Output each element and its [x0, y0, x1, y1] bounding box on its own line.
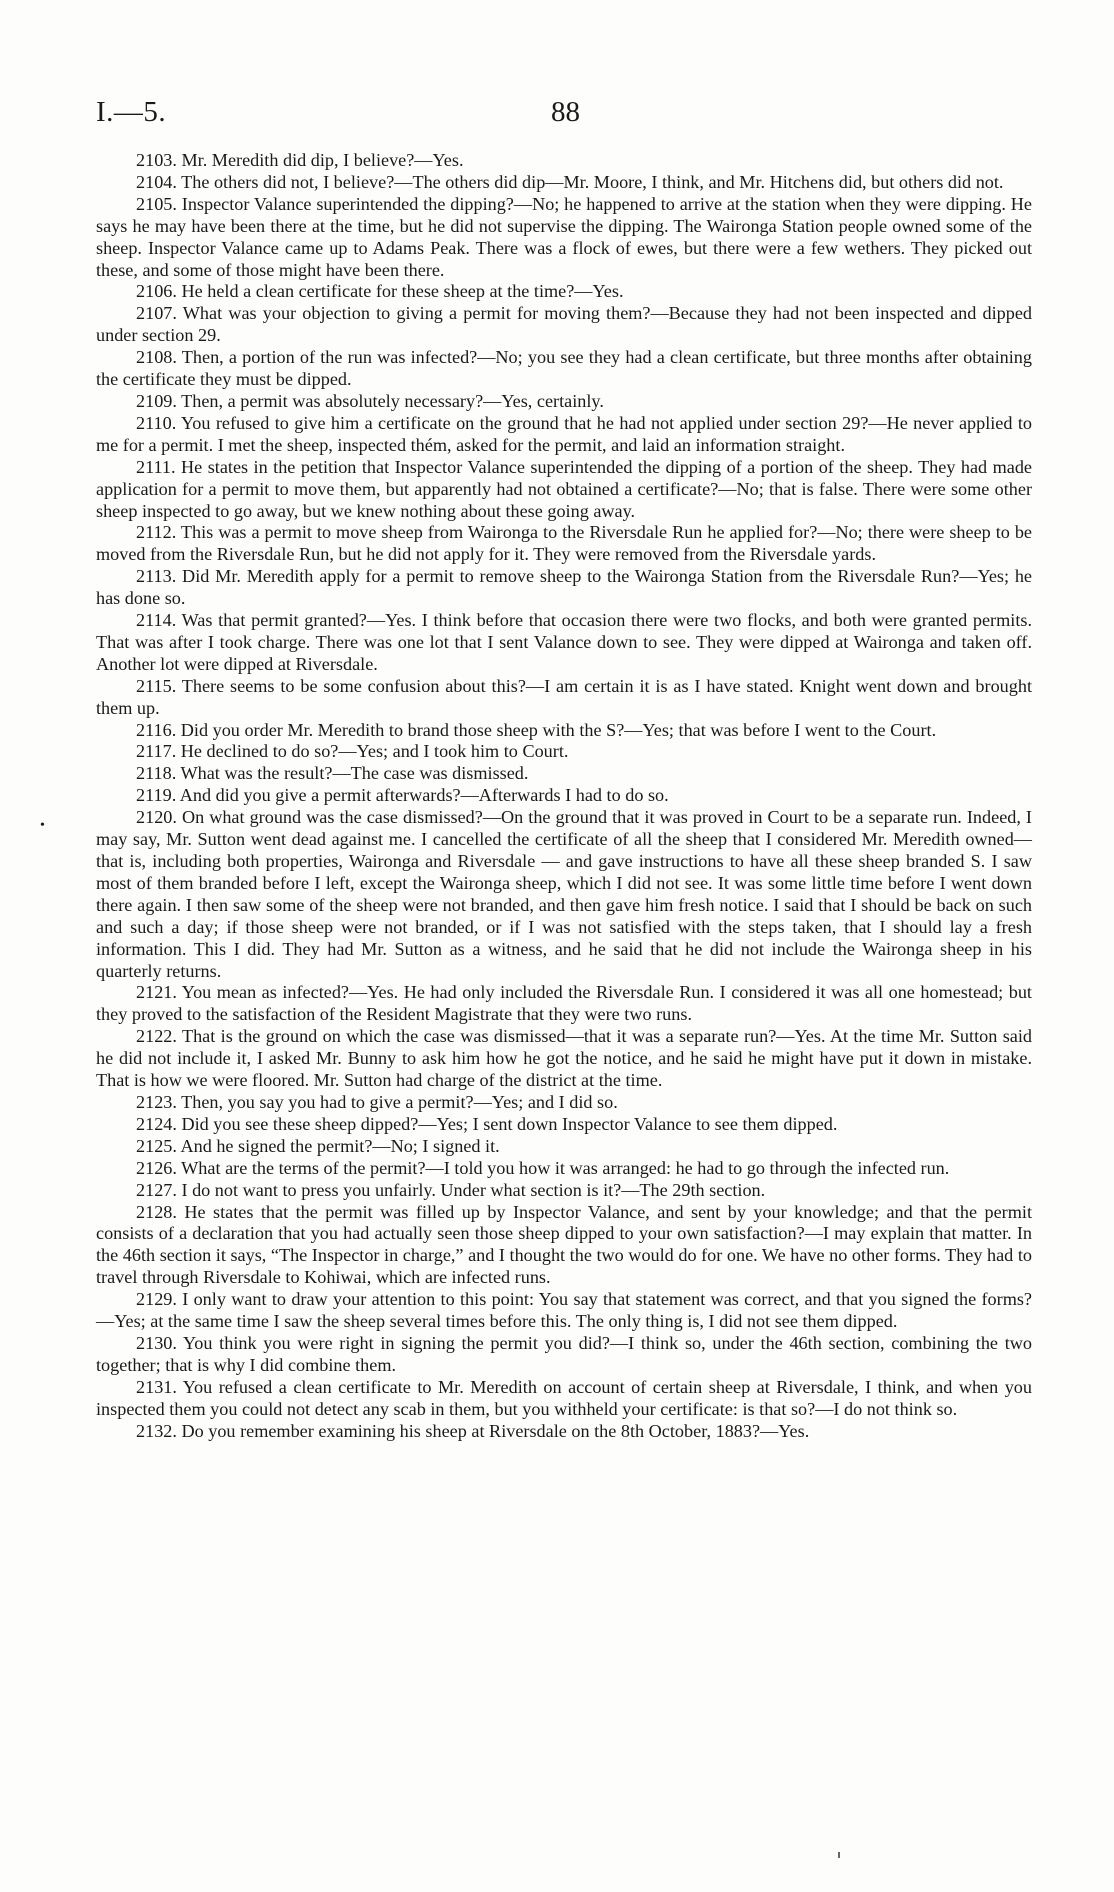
testimony-paragraph: 2113. Did Mr. Meredith apply for a permit to remove sheep to the Waironga Station from the Riversdale Run?—Yes; he has done so.	[96, 566, 1032, 609]
testimony-paragraph: 2125. And he signed the permit?—No; I signed it.	[136, 1135, 500, 1156]
testimony-paragraph: 2110. You refused to give him a certificate on the ground that he had not applied under section 29?—He never applied to me for a permit. I met the sheep, inspected thém, asked for the permit, and laid an information straight.	[96, 412, 1032, 455]
testimony-paragraph: 2114. Was that permit granted?—Yes. I think before that occasion there were two flocks, and both were granted permits. That was after I took charge. There was one lot that I sent Valance down to see. They were dipped at Waironga and taken off. Another lot were dipped at Riversdale.	[96, 610, 1032, 674]
testimony-paragraph: 2123. Then, you say you had to give a permit?—Yes; and I did so.	[136, 1091, 618, 1112]
testimony-paragraph: 2112. This was a permit to move sheep from Waironga to the Riversdale Run he applied for?—No; there were sheep to be moved from the Riversdale Run, but he did not apply for it. They were removed from the Riversdale yards.	[96, 522, 1032, 565]
testimony-paragraph: 2109. Then, a permit was absolutely necessary?—Yes, certainly.	[136, 390, 604, 411]
testimony-paragraph: 2115. There seems to be some confusion about this?—I am certain it is as I have stated. Knight went down and brought them up.	[96, 675, 1032, 718]
testimony-paragraph: 2116. Did you order Mr. Meredith to brand those sheep with the S?—Yes; that was before I went to the Court.	[136, 719, 937, 740]
testimony-paragraph: 2107. What was your objection to giving a permit for moving them?—Because they had not been inspected and dipped under section 29.	[96, 303, 1032, 346]
testimony-paragraph: 2124. Did you see these sheep dipped?—Yes; I sent down Inspector Valance to see them dipped.	[136, 1113, 838, 1134]
testimony-paragraph: 2132. Do you remember examining his sheep at Riversdale on the 8th October, 1883?—Yes.	[136, 1420, 810, 1441]
testimony-paragraph: 2120. On what ground was the case dismissed?—On the ground that it was proved in Court to be a separate run. Indeed, I may say, Mr. Sutton went dead against me. I cancelled the certificate of all the sheep that I considered Mr. Meredith owned—that is, including both properties, Waironga and Riversdale — and gave instructions to have all these sheep branded S. I saw most of them branded before I left, except the Waironga sheep, which I did not see. It was some little time before I went down there again. I then saw some of the sheep were not branded, and then gave him fresh notice. I said that I should be back on such and such a day; if those sheep were not branded, or if I was not satisfied with the steps taken, that I should lay a fresh information. This I did. They had Mr. Sutton as a witness, and he said that he did not include the Waironga sheep in his quarterly returns.	[96, 807, 1032, 981]
page-header	[96, 96, 1026, 136]
testimony-paragraph: 2130. You think you were right in signing the permit you did?—I think so, under the 46th section, combining the two together; that is why I did combine them.	[96, 1332, 1032, 1375]
testimony-paragraph: 2103. Mr. Meredith did dip, I believe?—Yes.	[136, 150, 464, 170]
document-reference: I.—5.	[96, 96, 167, 128]
margin-mark: •	[40, 818, 45, 833]
testimony-paragraph: 2121. You mean as infected?—Yes. He had only included the Riversdale Run. I considered it was all one homestead; but they proved to the satisfaction of the Resident Magistrate that they were two runs.	[96, 982, 1032, 1025]
testimony-paragraph: 2105. Inspector Valance superintended the dipping?—No; he happened to arrive at the station when they were dipping. He says he may have been there at the time, but he did not supervise the dipping. The Waironga Station people owned some of the sheep. Inspector Valance came up to Adams Peak. There was a flock of ewes, but there were a few wethers. They picked out these, and some of those might have been there.	[96, 193, 1032, 280]
print-speck	[838, 1852, 840, 1858]
testimony-paragraph: 2122. That is the ground on which the case was dismissed—that it was a separate run?—Yes. At the time Mr. Sutton said he did not include it, I asked Mr. Bunny to ask him how he got the notice, and he said he might have put it down in mistake. That is how we were floored. Mr. Sutton had charge of the district at the time.	[96, 1026, 1032, 1091]
testimony-paragraph: 2126. What are the terms of the permit?—I told you how it was arranged: he had to go through the infected run.	[136, 1157, 950, 1178]
testimony-paragraph: 2118. What was the result?—The case was dismissed.	[136, 763, 529, 784]
testimony-paragraph: 2111. He states in the petition that Inspector Valance superintended the dipping of a portion of the sheep. They had made application for a permit to move them, but apparently had not obtained a certificate?—No; that is false. There were some other sheep inspected to go away, but we knew nothing about these going away.	[96, 456, 1032, 521]
testimony-paragraph: 2119. And did you give a permit afterwards?—Afterwards I had to do so.	[136, 785, 669, 806]
testimony-paragraph: 2127. I do not want to press you unfairly. Under what section is it?—The 29th section.	[136, 1179, 766, 1200]
testimony-paragraph: 2106. He held a clean certificate for these sheep at the time?—Yes.	[136, 281, 624, 302]
testimony-paragraph: 2117. He declined to do so?—Yes; and I took him to Court.	[136, 741, 569, 762]
testimony-paragraph: 2131. You refused a clean certificate to Mr. Meredith on account of certain sheep at Riversdale, I think, and when you inspected them you could not detect any scab in them, but you withheld your certificate: is that so?—I do not think so.	[96, 1376, 1032, 1419]
testimony-body	[96, 150, 1032, 1442]
page-number: 88	[551, 96, 580, 128]
testimony-paragraph: 2128. He states that the permit was filled up by Inspector Valance, and sent by your knowledge; and that the permit consists of a declaration that you had actually seen those sheep dipped to your own satisfaction?—I may explain that matter. In the 46th section it says, “The Inspector in charge,” and I thought the two would do for one. We have no other forms. They had to travel through Riversdale to Kohiwai, which are infected runs.	[96, 1201, 1032, 1288]
testimony-paragraph: 2108. Then, a portion of the run was infected?—No; you see they had a clean certificate, but three months after obtaining the certificate they must be dipped.	[96, 347, 1032, 390]
testimony-paragraph: 2104. The others did not, I believe?—The others did dip—Mr. Moore, I think, and Mr. Hitchens did, but others did not.	[136, 171, 1004, 192]
testimony-paragraph: 2129. I only want to draw your attention to this point: You say that statement was correct, and that you signed the forms?—Yes; at the same time I saw the sheep several times before this. The only thing is, I did not see them dipped.	[96, 1289, 1032, 1332]
